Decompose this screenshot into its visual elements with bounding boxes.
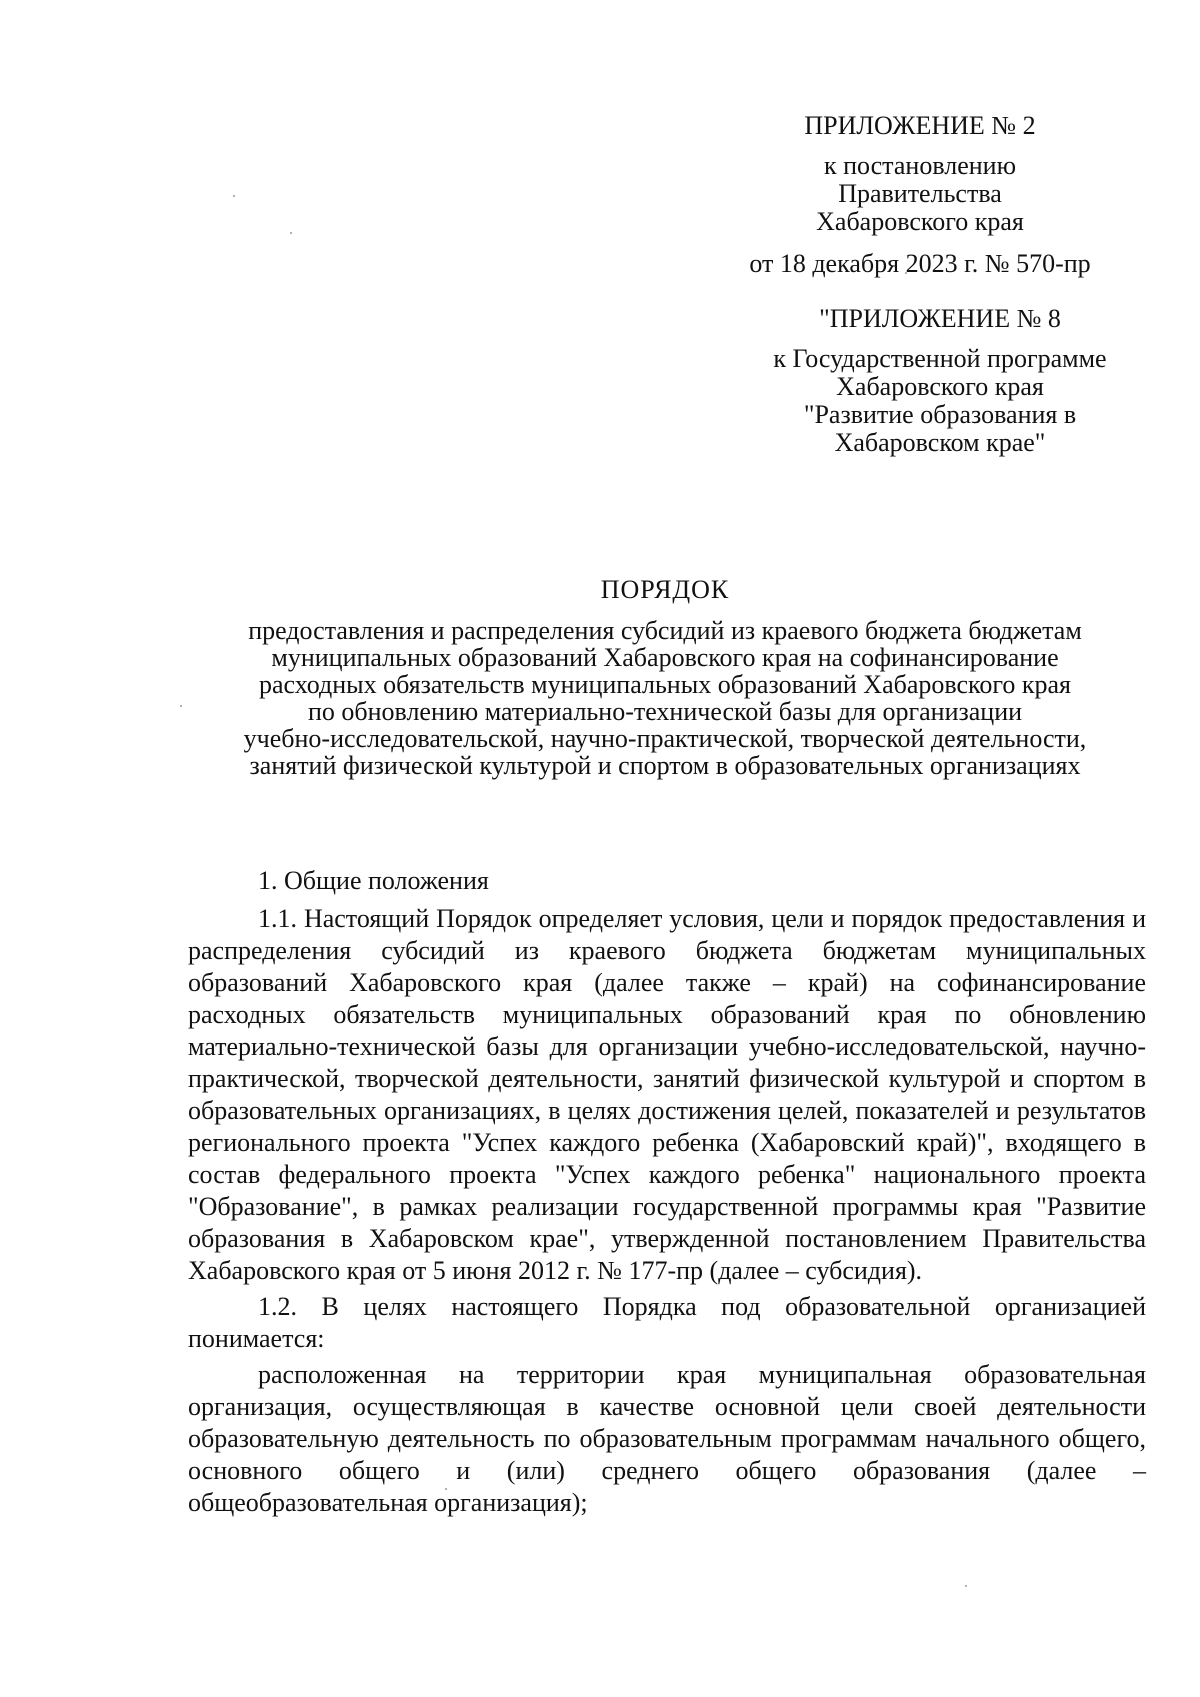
appendix-8-line: "Развитие образования в [803,400,1077,429]
paragraph-1-1: 1.1. Настоящий Порядок определяет условия, цели и порядок предоставления и распределения субсидий из краевого бюджета бюджетам муниципальных образований Хабаровского края (далее также – край) на софинансирование расходных обязательств муниципальных образований края по обновлению материально-технической базы для организации учебно-исследовательской, научно-практической, творческой деятельности, занятий физической культурой и спортом в образовательных организациях, в целях достижения целей, показателей и результатов регионального проекта "Успех каждого ребенка (Хабаровский край)", входящего в состав федерального проекта "Успех каждого ребенка" национального проекта "Образование", в рамках реализации государственной программы края "Развитие образования в Хабаровском крае", утвержденной постановлением Правительства Хабаровского края от 5 июня 2012 г. № 177-пр (далее – субсидия). [188,904,1146,1285]
paragraph-definition: расположенная на территории края муниципальная образовательная организация, осуществляющая в качестве основной цели своей деятельности образовательную деятельность по образовательным программам начального общего, основного общего и (или) среднего общего образования (далее – общеобразовательная организация); [188,1360,1146,1517]
appendix-8-heading: "ПРИЛОЖЕНИЕ № 8 [819,304,1061,333]
subtitle-line: муниципальных образований Хабаровского края на софинансирование [271,643,1059,672]
appendix-8-line: Хабаровского края [836,372,1044,401]
appendix-2-line: Хабаровского края [816,207,1024,236]
scan-speck [180,705,182,707]
appendix-2-heading: ПРИЛОЖЕНИЕ № 2 [804,111,1036,140]
subtitle-line: предоставления и распределения субсидий из краевого бюджета бюджетам [248,616,1082,645]
section-1-body [188,865,1146,1519]
subtitle-line: по обновлению материально-технической базы для организации [307,697,1023,726]
appendix-2-header [700,112,1140,278]
appendix-2-date: от 18 декабря 2023 г. № 570-пр [749,249,1091,278]
scan-speck [965,1585,967,1587]
document-subtitle [185,617,1145,779]
subtitle-line: занятий физической культурой и спортом в образовательных организациях [249,751,1081,780]
subtitle-line: расходных обязательств муниципальных образований Хабаровского края [258,670,1072,699]
scan-speck [290,232,292,234]
appendix-8-line: к Государственной программе [773,344,1107,373]
appendix-8-header [730,305,1150,457]
document-title: ПОРЯДОК [600,575,730,604]
appendix-2-line: к постановлению [823,151,1017,180]
section-heading: 1. Общие положения [258,866,489,895]
scan-speck [233,195,235,197]
appendix-2-line: Правительства [838,179,1002,208]
appendix-8-line: Хабаровском крае" [834,428,1046,457]
subtitle-line: учебно-исследовательской, научно-практической, творческой деятельности, [243,724,1087,753]
paragraph-1-2: 1.2. В целях настоящего Порядка под образовательной организацией понимается: [188,1292,1146,1353]
